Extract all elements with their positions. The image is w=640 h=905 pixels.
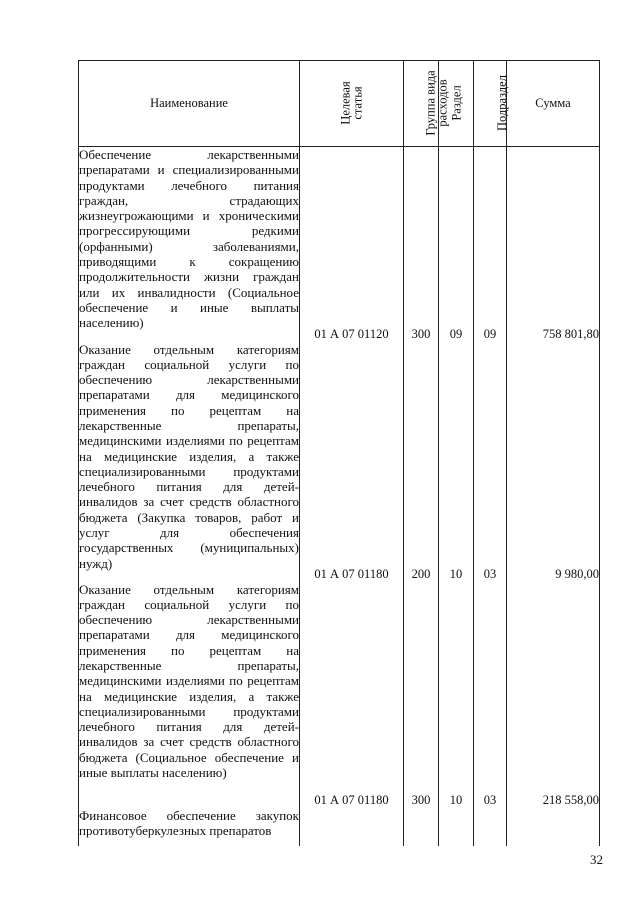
row-sum [507,808,600,846]
table-header-row [79,61,600,147]
row-target: 01 А 07 01120 [300,147,404,342]
header-group [404,61,450,147]
row-section: 10 [439,582,474,808]
row-section [439,808,474,846]
header-section-label: Раздел [449,85,464,121]
row-group [404,808,439,846]
row-name: Финансовое обеспечение закупок противотуберкулезных препаратов [79,808,300,846]
row-section: 09 [439,147,474,342]
table-row [79,147,600,342]
header-name: Наименование [79,61,300,147]
row-name: Обеспечение лекарственными препаратами и специализированными продуктами лечебного питания граждан, страдающих жизнеугрожающими и хроническими прогрессирующими редкими (орфанными) заболеваниями, приводящими к сокращению продолжительности жизни граждан или их инвалидности (Социальное обеспечение и иные выплаты населению) [79,147,300,342]
row-group: 200 [404,342,439,582]
table-row [79,342,600,582]
row-target: 01 А 07 01180 [300,342,404,582]
header-group-label: Группа вида расходов [423,69,450,136]
header-sum: Сумма [507,61,600,147]
page-number: 32 [590,852,603,867]
budget-table [78,60,600,846]
row-subsection: 03 [474,582,507,808]
row-target [300,808,404,846]
row-subsection: 09 [474,147,507,342]
row-group: 300 [404,582,439,808]
header-target-label: Целевая статья [338,80,365,125]
row-group: 300 [404,147,439,342]
row-name: Оказание отдельным категориям граждан социальной услуги по обеспечению лекарственными препаратами для медицинского применения по рецептам на лекарственные препараты, медицинскими изделиями по рецептам на медицинские изделия, а также специализированными продуктами лечебного питания для детей-инвалидов за счет средств областного бюджета (Социальное обеспечение и иные выплаты населению) [79,582,300,808]
header-subsection [474,61,507,147]
row-target: 01 А 07 01180 [300,582,404,808]
header-subsection-label: Подраздел [494,75,509,131]
row-sum: 9 980,00 [507,342,600,582]
row-subsection: 03 [474,342,507,582]
row-subsection [474,808,507,846]
header-target [300,61,404,147]
table-row [79,582,600,808]
row-sum: 758 801,80 [507,147,600,342]
table-row [79,808,600,846]
row-sum: 218 558,00 [507,582,600,808]
row-section: 10 [439,342,474,582]
row-name: Оказание отдельным категориям граждан социальной услуги по обеспечению лекарственными препаратами для медицинского применения по рецептам на лекарственные препараты, медицинскими изделиями по рецептам на медицинские изделия, а также специализированными продуктами лечебного питания для детей-инвалидов за счет средств областного бюджета (Закупка товаров, работ и услуг для обеспечения государственных (муниципальных) нужд) [79,342,300,582]
